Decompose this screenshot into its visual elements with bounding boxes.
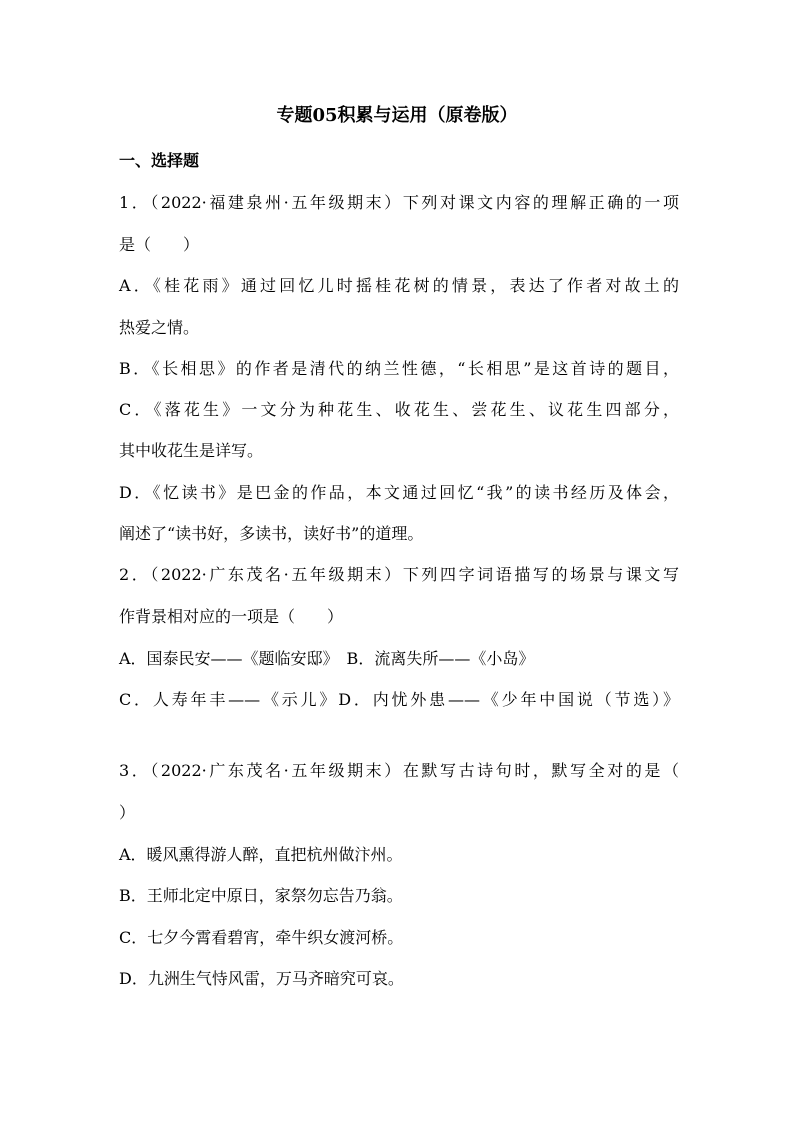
- question-3-option-a: A．暖风熏得游人醉，直把杭州做汴州。: [119, 845, 403, 864]
- question-3-option-d: D．九洲生气恃风雷，万马齐暗究可哀。: [119, 969, 404, 988]
- question-1-option-c-line-2: 其中收花生是详写。: [119, 441, 264, 460]
- question-3-stem-line-1: 3．（2022·广东茂名·五年级期末）在默写古诗句时，默写全对的是（: [119, 761, 679, 780]
- question-1-option-d-line-2: 阐述了“读书好，多读书，读好书”的道理。: [119, 524, 424, 543]
- section-heading: 一、选择题: [119, 151, 200, 170]
- question-1-stem-line-2: 是（ ）: [119, 235, 200, 254]
- page-title: 专题05积累与运用（原卷版）: [276, 105, 518, 126]
- question-2-stem-line-1: 2．（2022·广东茂名·五年级期末）下列四字词语描写的场景与课文写: [119, 565, 679, 584]
- question-1-option-a-line-2: 热爱之情。: [119, 318, 200, 337]
- question-1-option-b: B．《长相思》的作者是清代的纳兰性德，“长相思”是这首诗的题目，: [119, 359, 679, 378]
- question-1-option-d-line-1: D．《忆读书》是巴金的作品，本文通过回忆“我”的读书经历及体会，: [119, 483, 679, 502]
- question-2-options-ab: A．国泰民安——《题临安邸》 B．流离失所——《小岛》: [119, 649, 535, 668]
- question-1-option-a-line-1: A．《桂花雨》通过回忆儿时摇桂花树的情景，表达了作者对故土的: [119, 276, 679, 295]
- question-1-option-c-line-1: C．《落花生》一文分为种花生、收花生、尝花生、议花生四部分，: [119, 400, 679, 419]
- question-3-option-b: B．王师北定中原日，家祭勿忘告乃翁。: [119, 886, 403, 905]
- question-2-options-cd: C．人寿年丰——《示儿》D．内忧外患——《少年中国说（节选）》: [119, 690, 679, 709]
- question-2-stem-line-2: 作背景相对应的一项是（ ）: [119, 607, 344, 626]
- question-3-option-c: C．七夕今霄看碧宵，牵牛织女渡河桥。: [119, 928, 404, 947]
- question-1-stem-line-1: 1．（2022·福建泉州·五年级期末）下列对课文内容的理解正确的一项: [119, 193, 679, 212]
- question-3-stem-line-2: ）: [119, 803, 136, 822]
